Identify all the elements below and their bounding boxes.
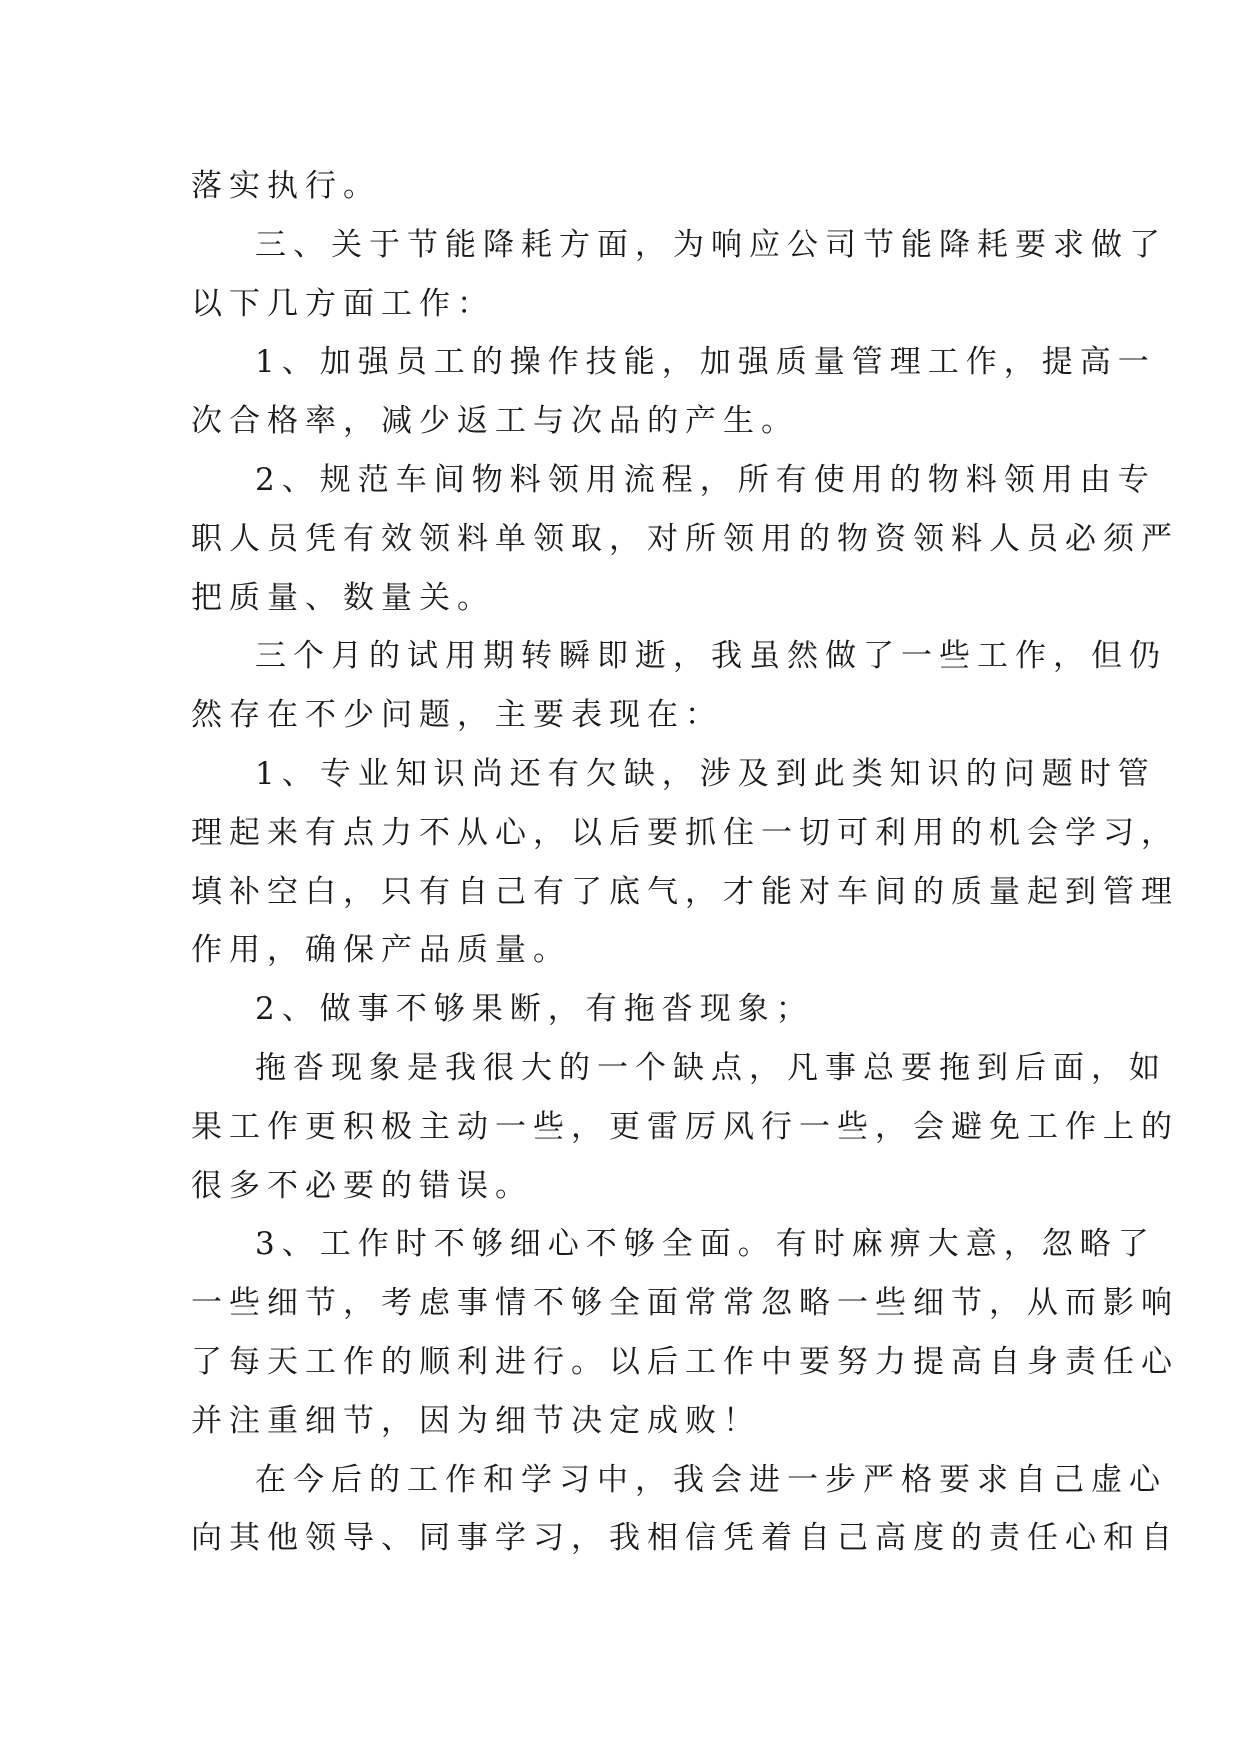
text-line: 2、规范车间物料领用流程，所有使用的物料领用由专 (255, 461, 1156, 498)
text-line: 填补空白，只有自己有了底气，才能对车间的质量起到管理 (191, 873, 1179, 910)
text-line: 理起来有点力不从心，以后要抓住一切可利用的机会学习， (191, 814, 1179, 851)
text-line: 把质量、数量关。 (191, 579, 495, 616)
text-line: 向其他领导、同事学习，我相信凭着自己高度的责任心和自 (191, 1520, 1179, 1557)
text-line: 一些细节，考虑事情不够全面常常忽略一些细节，从而影响 (191, 1285, 1179, 1322)
text-line: 然存在不少问题，主要表现在： (191, 697, 723, 734)
text-line: 三个月的试用期转瞬即逝，我虽然做了一些工作，但仍 (255, 638, 1167, 675)
text-line: 了每天工作的顺利进行。以后工作中要努力提高自身责任心 (191, 1343, 1179, 1380)
text-line: 以下几方面工作： (191, 285, 495, 322)
text-line: 2、做事不够果断，有拖沓现象； (255, 991, 814, 1028)
text-line: 职人员凭有效领料单领取，对所领用的物资领料人员必须严 (191, 520, 1179, 557)
document-body (191, 157, 1179, 1568)
text-line: 并注重细节，因为细节决定成败！ (191, 1402, 761, 1439)
text-line: 落实执行。 (191, 168, 381, 204)
text-line: 在今后的工作和学习中，我会进一步严格要求自己虚心 (255, 1461, 1167, 1498)
text-line: 1、加强员工的操作技能，加强质量管理工作，提高一 (255, 344, 1156, 381)
text-line: 1、专业知识尚还有欠缺，涉及到此类知识的问题时管 (255, 755, 1156, 792)
text-line: 拖沓现象是我很大的一个缺点，凡事总要拖到后面，如 (255, 1049, 1167, 1086)
text-line: 三、关于节能降耗方面，为响应公司节能降耗要求做了 (255, 226, 1167, 263)
text-line: 次合格率，减少返工与次品的产生。 (191, 403, 799, 440)
text-line: 很多不必要的错误。 (191, 1167, 533, 1204)
text-line: 作用，确保产品质量。 (191, 932, 571, 969)
text-line: 果工作更积极主动一些，更雷厉风行一些，会避免工作上的 (191, 1108, 1179, 1145)
text-line: 3、工作时不够细心不够全面。有时麻痹大意，忽略了 (255, 1226, 1156, 1263)
